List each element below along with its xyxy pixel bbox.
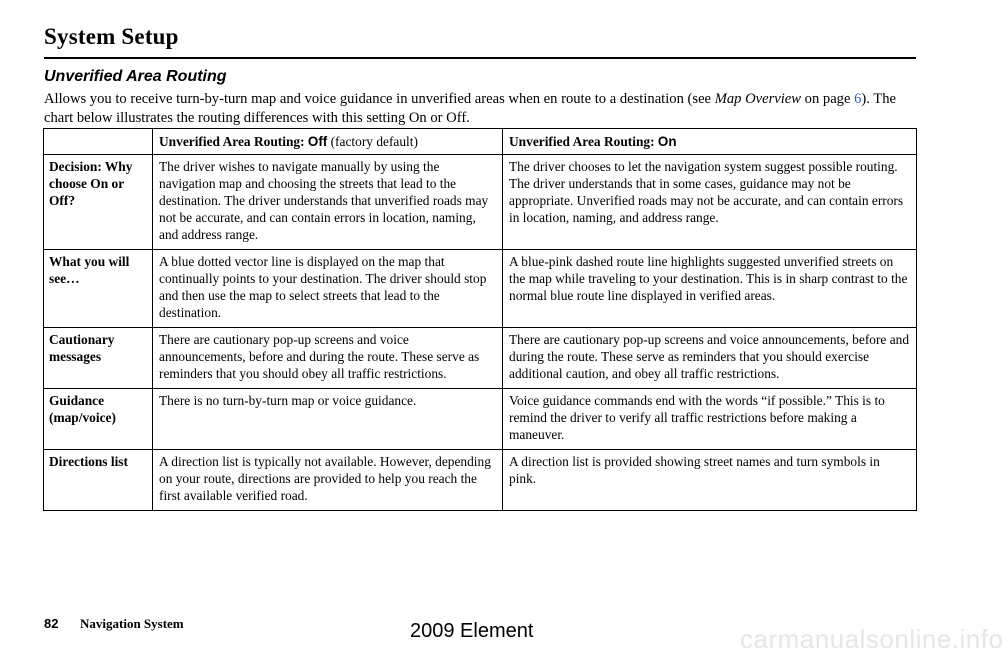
intro-text-before: Allows you to receive turn-by-turn map and voice guidance in unverified areas when en route to a destination (see (44, 91, 715, 107)
header-off-note: (factory default) (327, 134, 418, 149)
cell-on: A blue-pink dashed route line highlights suggested unverified streets on the map while traveling to your destination. This is in sharp contrast to the normal blue route line displayed in verified areas. (503, 250, 917, 328)
header-off-value: Off (307, 134, 328, 149)
cell-off: There is no turn-by-turn map or voice guidance. (153, 389, 503, 450)
page-title: System Setup (44, 24, 179, 49)
cell-on: The driver chooses to let the navigation system suggest possible routing. The driver understands that in some cases, guidance may not be appropriate. Unverified roads may not be accurate, and can contain errors in location, naming, and address range. (503, 155, 917, 250)
header-on-value: On (657, 134, 677, 149)
cell-off: There are cautionary pop-up screens and voice announcements, before and during the route. These serve as reminders that you should obey all traffic restrictions. (153, 328, 503, 389)
row-label-guidance: Guidance (map/voice) (44, 389, 153, 450)
row-label-decision: Decision: Why choose On or Off? (44, 155, 153, 250)
table-row (44, 328, 917, 389)
header-on-label: Unverified Area Routing: (509, 134, 658, 149)
model-watermark: 2009 Element (410, 620, 534, 642)
title-divider (44, 57, 916, 59)
page-6-link[interactable]: 6 (854, 91, 862, 107)
header-routing-on (503, 129, 917, 155)
site-watermark: carmanualsonline.info (740, 624, 1003, 654)
manual-name: Navigation System (80, 616, 184, 631)
table-row (44, 450, 917, 511)
row-label-cautionary: Cautionary messages (44, 328, 153, 389)
row-label-directions: Directions list (44, 450, 153, 511)
header-routing-off (153, 129, 503, 155)
cell-on: There are cautionary pop-up screens and voice announcements, before and during the route. These serve as reminders that you should exercise additional caution, and obey all traffic restrictions. (503, 328, 917, 389)
intro-text-after: ). The chart below illustrates the routing differences with this setting On or Off. (44, 91, 896, 126)
section-heading: Unverified Area Routing (44, 68, 227, 85)
table-header-row (44, 129, 917, 155)
routing-comparison-table (43, 128, 917, 511)
cell-off: The driver wishes to navigate manually by using the navigation map and choosing the streets that lead to the destination. The driver understands that unverified roads may not be accurate, and can contain errors in location, naming, and address range. (153, 155, 503, 250)
table-row (44, 389, 917, 450)
intro-paragraph (44, 90, 920, 128)
table-row (44, 155, 917, 250)
row-label-what-you-see: What you will see… (44, 250, 153, 328)
cell-on: Voice guidance commands end with the words “if possible.” This is to remind the driver to verify all traffic restrictions before making a maneuver. (503, 389, 917, 450)
intro-text-mid: on page (801, 91, 855, 107)
cell-on: A direction list is provided showing street names and turn symbols in pink. (503, 450, 917, 511)
cell-off: A blue dotted vector line is displayed on the map that continually points to your destination. The driver should stop and then use the map to select streets that lead to the destination. (153, 250, 503, 328)
page-number: 82 (44, 616, 59, 631)
header-off-label: Unverified Area Routing: (159, 134, 308, 149)
header-blank-cell (44, 129, 153, 155)
cell-off: A direction list is typically not available. However, depending on your route, directions are provided to help you reach the first available verified road. (153, 450, 503, 511)
table-row (44, 250, 917, 328)
map-overview-reference: Map Overview (714, 91, 802, 107)
